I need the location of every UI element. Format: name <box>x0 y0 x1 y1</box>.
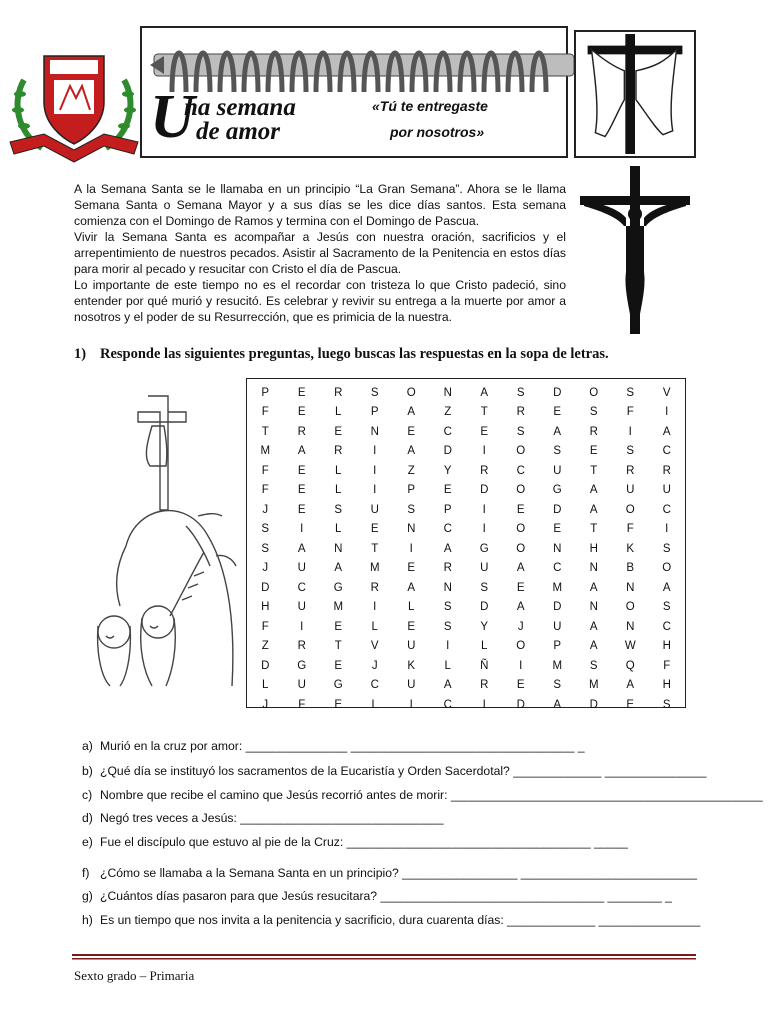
question-text: Murió en la cruz por amor: _______________ _________________________________ _ <box>100 739 585 753</box>
word-search-letter: N <box>334 542 343 555</box>
word-search-letter: G <box>333 679 343 692</box>
word-search-letter: L <box>335 406 342 419</box>
word-search-letter: S <box>589 406 598 419</box>
word-search-letter: I <box>409 698 413 711</box>
word-search-letter: B <box>626 562 635 575</box>
word-search-letter: I <box>482 698 486 711</box>
word-search-row <box>247 598 685 618</box>
word-search-row <box>247 442 685 462</box>
word-search-letter: L <box>408 601 415 614</box>
word-search-letter: Q <box>625 659 635 672</box>
word-search-letter: O <box>625 503 635 516</box>
word-search-letter: S <box>516 425 525 438</box>
question-letter: a) <box>82 739 93 753</box>
word-search-letter: E <box>297 484 306 497</box>
title-line-1: na semana <box>184 94 296 121</box>
word-search-letter: L <box>335 523 342 536</box>
word-search-letter: D <box>553 386 562 399</box>
word-search-letter: A <box>443 542 452 555</box>
word-search-row <box>247 637 685 657</box>
word-search-letter: R <box>626 464 635 477</box>
word-search-letter: U <box>407 640 416 653</box>
word-search-letter: A <box>297 445 306 458</box>
word-search-letter: K <box>626 542 635 555</box>
word-search-letter: O <box>516 640 526 653</box>
word-search-letter: S <box>589 659 598 672</box>
word-search-letter: O <box>516 542 526 555</box>
word-search-letter: T <box>480 406 488 419</box>
word-search-letter: S <box>553 445 562 458</box>
word-search-letter: R <box>589 425 598 438</box>
word-search-letter: S <box>480 581 489 594</box>
word-search-row <box>247 461 685 481</box>
word-search-letter: A <box>589 581 598 594</box>
word-search-letter: R <box>662 464 671 477</box>
quote-line-1: «Tú te entregaste <box>372 98 488 114</box>
crucifix-silhouette <box>574 164 696 336</box>
footer-grade-label: Sexto grado – Primaria <box>74 968 195 983</box>
word-search-letter: E <box>553 523 562 536</box>
word-search-row <box>247 383 685 403</box>
word-search-letter: E <box>407 562 416 575</box>
word-search-letter: E <box>297 464 306 477</box>
question-item-c <box>82 788 763 802</box>
word-search-letter: S <box>662 698 671 711</box>
word-search-letter: U <box>297 601 306 614</box>
word-search-letter: S <box>516 386 525 399</box>
word-search-letter: F <box>261 464 269 477</box>
question-text: ¿Cuántos días pasaron para que Jesús resucitara? _________________________________ ________ _ <box>100 889 672 903</box>
word-search-letter: O <box>625 601 635 614</box>
word-search-letter: R <box>480 679 489 692</box>
word-search-row <box>247 403 685 423</box>
word-search-letter: O <box>662 562 672 575</box>
question-text: Nombre que recibe el camino que Jesús recorrió antes de morir: ______________________________________________ <box>100 788 763 802</box>
word-search-letter: F <box>663 659 671 672</box>
word-search-letter: G <box>297 659 307 672</box>
word-search-letter: A <box>662 425 671 438</box>
word-search-letter: M <box>552 581 563 594</box>
question-text: ¿Cómo se llamaba a la Semana Santa en un principio? _________________ __________________________ <box>100 866 697 880</box>
cross-with-cloth-image <box>574 30 696 158</box>
word-search-letter: P <box>261 386 270 399</box>
word-search-letter: E <box>480 425 489 438</box>
word-search-row <box>247 695 685 715</box>
word-search-letter: S <box>662 542 671 555</box>
word-search-letter: I <box>446 640 450 653</box>
word-search-letter: I <box>373 484 377 497</box>
word-search-letter: A <box>407 445 416 458</box>
question-letter: b) <box>82 764 93 778</box>
word-search-letter: F <box>261 620 269 633</box>
word-search-letter: E <box>407 620 416 633</box>
question-number: 1) <box>74 346 87 362</box>
word-search-letter: E <box>334 698 343 711</box>
word-search-letter: H <box>662 679 671 692</box>
question-item-g <box>82 889 672 903</box>
word-search-letter: A <box>662 581 671 594</box>
word-search-letter: J <box>517 620 524 633</box>
word-search-letter: R <box>480 464 489 477</box>
word-search-letter: D <box>516 698 525 711</box>
word-search-letter: I <box>482 503 486 516</box>
question-letter: g) <box>82 889 93 903</box>
word-search-letter: U <box>407 679 416 692</box>
word-search-letter: C <box>662 503 671 516</box>
word-search-letter: S <box>443 601 452 614</box>
word-search-letter: A <box>407 581 416 594</box>
word-search-letter: E <box>297 386 306 399</box>
word-search-letter: A <box>626 679 635 692</box>
word-search-letter: F <box>626 523 634 536</box>
word-search-letter: T <box>590 523 598 536</box>
word-search-letter: P <box>553 640 562 653</box>
question-item-f <box>82 866 697 880</box>
word-search-letter: S <box>334 503 343 516</box>
word-search-row <box>247 559 685 579</box>
word-search-letter: R <box>370 581 379 594</box>
question-text: Fue el discípulo que estuvo al pie de la Cruz: ____________________________________ _____ <box>100 835 628 849</box>
question-letter: e) <box>82 835 93 849</box>
word-search-letter: E <box>334 659 343 672</box>
word-search-letter: T <box>590 464 598 477</box>
question-item-b <box>82 764 706 778</box>
word-search-letter: A <box>516 562 525 575</box>
word-search-letter: G <box>479 542 489 555</box>
word-search-letter: F <box>626 406 634 419</box>
word-search-letter: A <box>297 542 306 555</box>
intro-paragraph-3: Lo importante de este tiempo no es el recordar con tristeza lo que Cristo padeció, sino entender por qué murió y resucitó. Es celebrar y revivir su entrega a la muerte por amor a nosotros y el poder de su Resurrección, que es primicia de la nuestra. <box>74 278 566 324</box>
word-search-letter: U <box>297 562 306 575</box>
word-search-letter: U <box>553 620 562 633</box>
word-search-letter: F <box>261 484 269 497</box>
word-search-letter: I <box>519 659 523 672</box>
word-search-letter: W <box>624 640 636 653</box>
word-search-letter: M <box>552 659 563 672</box>
word-search-row <box>247 481 685 501</box>
intro-paragraph-1: A la Semana Santa se le llamaba en un principio “La Gran Semana”. Ahora se le llama Semana Santa o Semana Mayor y a sus días se les dice días santos. Esta semana comienza con el Domingo de Ramos y termina con el Domingo de Pascua. <box>74 182 566 228</box>
word-search-letter: T <box>334 640 342 653</box>
word-search-letter: A <box>553 425 562 438</box>
word-search-letter: E <box>516 503 525 516</box>
question-letter: d) <box>82 811 93 825</box>
word-search-letter: S <box>407 503 416 516</box>
word-search-letter: O <box>516 484 526 497</box>
word-search-letter: R <box>516 406 525 419</box>
word-search-letter: L <box>481 640 488 653</box>
word-search-letter: R <box>443 562 452 575</box>
word-search-letter: N <box>370 425 379 438</box>
question-instruction: Responde las siguientes preguntas, luego buscas las respuestas en la sopa de letras. <box>100 346 609 362</box>
word-search-letter: A <box>589 620 598 633</box>
children-at-calvary-illustration <box>86 386 246 692</box>
question-item-e <box>82 835 628 849</box>
word-search-letter: Y <box>480 620 489 633</box>
word-search-letter: D <box>553 601 562 614</box>
word-search-letter: U <box>553 464 562 477</box>
word-search-letter: I <box>373 445 377 458</box>
word-search-letter: U <box>297 679 306 692</box>
school-crest-logo <box>6 50 142 166</box>
word-search-letter: O <box>589 386 599 399</box>
word-search-letter: S <box>662 601 671 614</box>
intro-text <box>74 181 566 325</box>
word-search-letter: J <box>262 562 269 575</box>
word-search-letter: Z <box>407 464 415 477</box>
word-search-letter: A <box>589 503 598 516</box>
word-search-letter: C <box>662 445 671 458</box>
word-search-letter: C <box>443 523 452 536</box>
word-search-letter: V <box>370 640 379 653</box>
word-search-table <box>247 383 685 715</box>
title-initial: U <box>150 83 195 151</box>
word-search-letter: D <box>480 484 489 497</box>
word-search-row <box>247 676 685 696</box>
word-search-letter: D <box>261 581 270 594</box>
word-search-letter: I <box>409 542 413 555</box>
word-search-letter: D <box>443 445 452 458</box>
word-search-letter: H <box>261 601 270 614</box>
word-search-letter: U <box>626 484 635 497</box>
word-search-letter: P <box>443 503 452 516</box>
word-search-letter: U <box>480 562 489 575</box>
word-search-letter: R <box>297 640 306 653</box>
word-search-letter: I <box>665 523 669 536</box>
word-search-row <box>247 500 685 520</box>
word-search-letter: H <box>589 542 598 555</box>
word-search-letter: L <box>335 464 342 477</box>
word-search-letter: D <box>480 601 489 614</box>
word-search-letter: C <box>443 698 452 711</box>
word-search-letter: Z <box>261 640 269 653</box>
word-search-letter: I <box>373 464 377 477</box>
word-search-letter: R <box>334 386 343 399</box>
word-search-letter: A <box>589 640 598 653</box>
word-search-letter: C <box>662 620 671 633</box>
question-item-a <box>82 739 585 753</box>
word-search-letter: S <box>261 523 270 536</box>
question-letter: h) <box>82 913 93 927</box>
word-search-letter: N <box>443 581 452 594</box>
word-search-letter: S <box>626 445 635 458</box>
word-search-letter: U <box>370 503 379 516</box>
word-search-letter: J <box>262 503 269 516</box>
word-search-letter: O <box>516 445 526 458</box>
word-search-letter: M <box>333 601 344 614</box>
word-search-letter: I <box>665 406 669 419</box>
word-search-letter: F <box>298 698 306 711</box>
word-search-letter: A <box>407 406 416 419</box>
word-search-letter: L <box>262 679 269 692</box>
quote-line-2: por nosotros» <box>390 124 485 140</box>
word-search-letter: P <box>370 406 379 419</box>
word-search-row <box>247 422 685 442</box>
word-search-letter: E <box>334 425 343 438</box>
word-search-row <box>247 539 685 559</box>
word-search-row <box>247 617 685 637</box>
word-search-letter: A <box>480 386 489 399</box>
word-search-letter: M <box>369 562 380 575</box>
word-search-letter: N <box>589 562 598 575</box>
word-search-letter: I <box>482 523 486 536</box>
word-search-letter: I <box>628 425 632 438</box>
word-search-letter: E <box>516 679 525 692</box>
word-search-letter: N <box>443 386 452 399</box>
word-search-letter: Y <box>443 464 452 477</box>
word-search-letter: I <box>300 523 304 536</box>
word-search-letter: J <box>371 659 378 672</box>
word-search-letter: F <box>261 406 269 419</box>
word-search-letter: D <box>589 698 598 711</box>
word-search-letter: E <box>297 406 306 419</box>
word-search-row <box>247 656 685 676</box>
word-search-letter: R <box>334 445 343 458</box>
title-line-2: de amor <box>196 118 281 145</box>
word-search-letter: N <box>553 542 562 555</box>
word-search-letter: S <box>443 620 452 633</box>
word-search-letter: N <box>589 601 598 614</box>
footer-rule <box>72 954 696 960</box>
word-search-letter: A <box>553 698 562 711</box>
word-search-letter: I <box>373 601 377 614</box>
word-search-letter: A <box>334 562 343 575</box>
word-search-letter: S <box>626 386 635 399</box>
word-search-letter: U <box>662 484 671 497</box>
word-search-letter: G <box>333 581 343 594</box>
word-search-letter: E <box>443 484 452 497</box>
word-search-letter: N <box>626 581 635 594</box>
word-search-letter: H <box>662 640 671 653</box>
word-search-letter: Ñ <box>480 659 489 672</box>
word-search-letter: E <box>516 581 525 594</box>
word-search-letter: O <box>516 523 526 536</box>
spiral-binding-decoration <box>150 30 582 100</box>
word-search-letter: C <box>553 562 562 575</box>
word-search-letter: L <box>371 698 378 711</box>
word-search-letter: K <box>407 659 416 672</box>
word-search-letter: A <box>443 679 452 692</box>
word-search-letter: E <box>334 620 343 633</box>
word-search-letter: E <box>370 523 379 536</box>
word-search-row <box>247 520 685 540</box>
question-letter: c) <box>82 788 93 802</box>
word-search-letter: I <box>482 445 486 458</box>
word-search-letter: O <box>406 386 416 399</box>
word-search-letter: E <box>589 445 598 458</box>
word-search-letter: E <box>407 425 416 438</box>
word-search-letter: S <box>370 386 379 399</box>
word-search-letter: V <box>662 386 671 399</box>
word-search-letter: C <box>443 425 452 438</box>
word-search-letter: C <box>370 679 379 692</box>
word-search-grid <box>246 378 686 711</box>
word-search-letter: M <box>588 679 599 692</box>
question-text: ¿Qué día se instituyó los sacramentos de la Eucaristía y Orden Sacerdotal? _____________ _______________ <box>100 764 707 778</box>
word-search-letter: L <box>371 620 378 633</box>
word-search-letter: T <box>371 542 379 555</box>
question-text: Negó tres veces a Jesús: ______________________________ <box>100 811 444 825</box>
word-search-letter: S <box>553 679 562 692</box>
word-search-letter: A <box>516 601 525 614</box>
question-item-h <box>82 913 700 927</box>
word-search-letter: N <box>626 620 635 633</box>
word-search-letter: E <box>297 503 306 516</box>
word-search-letter: T <box>261 425 269 438</box>
word-search-letter: C <box>297 581 306 594</box>
question-letter: f) <box>82 866 90 880</box>
word-search-letter: D <box>553 503 562 516</box>
word-search-letter: M <box>260 445 271 458</box>
word-search-letter: N <box>407 523 416 536</box>
word-search-letter: E <box>553 406 562 419</box>
intro-paragraph-2: Vivir la Semana Santa es acompañar a Jesús con nuestra oración, sacrificios y el arrepentimiento de nuestros pecados. Asistir al Sacramento de la Penitencia en estos días para morir al pecado y resucitar con Cristo el día de Pascua. <box>74 230 566 276</box>
question-text: Es un tiempo que nos invita a la penitencia y sacrificio, dura cuarenta días: _____________ _______________ <box>100 913 701 927</box>
word-search-letter: I <box>300 620 304 633</box>
word-search-letter: D <box>261 659 270 672</box>
question-item-d <box>82 811 444 825</box>
word-search-letter: E <box>626 698 635 711</box>
word-search-letter: G <box>552 484 562 497</box>
word-search-letter: L <box>444 659 451 672</box>
word-search-letter: Z <box>444 406 452 419</box>
word-search-letter: S <box>261 542 270 555</box>
word-search-letter: L <box>335 484 342 497</box>
word-search-letter: R <box>297 425 306 438</box>
word-search-letter: C <box>516 464 525 477</box>
word-search-letter: J <box>262 698 269 711</box>
word-search-row <box>247 578 685 598</box>
word-search-letter: A <box>589 484 598 497</box>
word-search-letter: P <box>407 484 416 497</box>
